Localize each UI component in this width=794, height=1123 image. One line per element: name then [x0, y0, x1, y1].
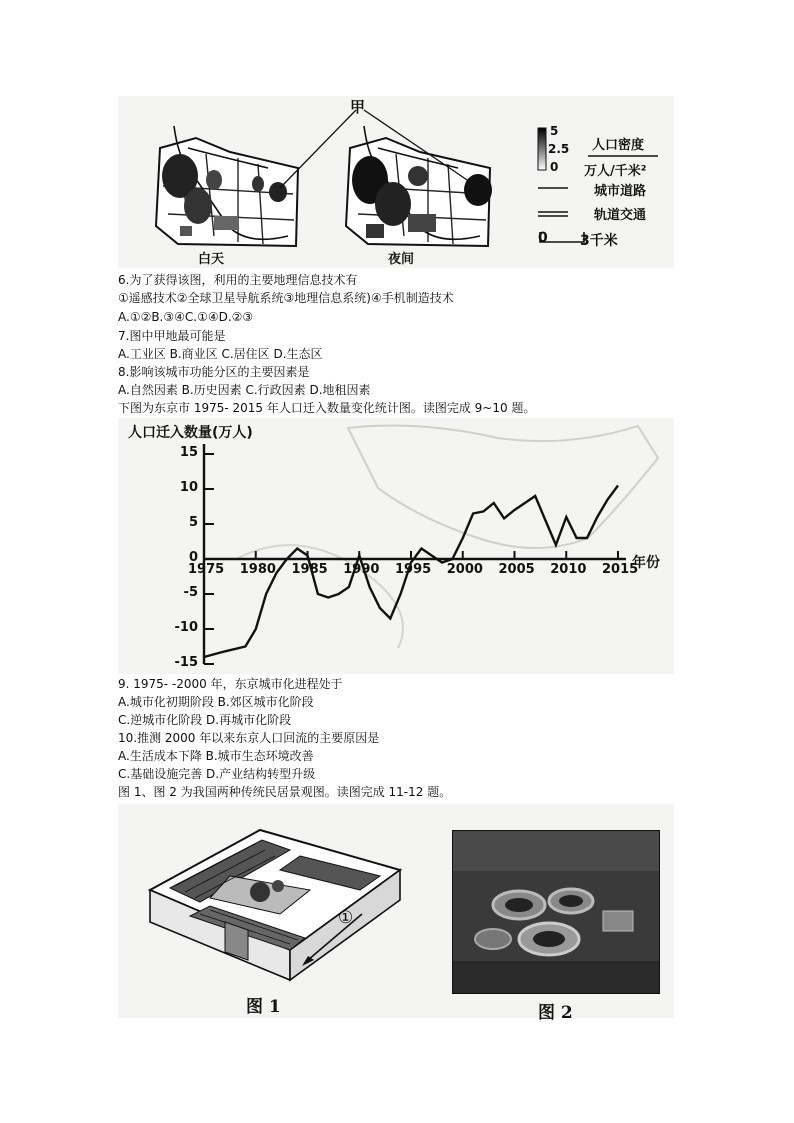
- question-9-options-2: C.逆城市化阶段 D.再城市化阶段: [118, 713, 292, 727]
- night-label: 夜间: [388, 252, 415, 267]
- density-title: 人口密度: [592, 138, 645, 153]
- x-tick-label: 1975: [188, 562, 225, 577]
- x-tick-label: 1980: [239, 562, 276, 577]
- y-tick-label: 10: [179, 480, 198, 495]
- x-axis-label: 年份: [632, 555, 660, 571]
- question-7: 7.图中甲地最可能是: [118, 329, 226, 343]
- day-label: 白天: [198, 252, 225, 267]
- scale-zero: 0: [538, 230, 548, 246]
- density-tick-5: 5: [550, 124, 559, 138]
- question-9: 9. 1975- -2000 年，东京城市化进程处于: [118, 677, 343, 691]
- y-axis-label: 人口迁入数量(万人): [128, 425, 253, 441]
- y-tick-label: -15: [174, 655, 198, 670]
- y-tick-label: -5: [183, 585, 198, 600]
- density-tick-2-5: 2.5: [548, 142, 570, 156]
- density-tick-0: 0: [550, 160, 559, 174]
- y-tick-label: -10: [174, 620, 198, 635]
- question-7-options: A.工业区 B.商业区 C.居住区 D.生态区: [118, 347, 323, 361]
- density-map-figure: [118, 96, 674, 268]
- question-9-options-1: A.城市化初期阶段 B.郊区城市化阶段: [118, 695, 314, 709]
- figure-2-caption: 图 2: [538, 1003, 573, 1023]
- marker-circled-1: ①: [338, 908, 354, 928]
- question-10-options-2: C.基础设施完善 D.产业结构转型升级: [118, 767, 316, 781]
- question-6: 6.为了获得该图，利用的主要地理信息技术有: [118, 273, 358, 287]
- scale-value: 3千米: [580, 233, 618, 249]
- night-map: [346, 126, 492, 246]
- tulou-photo: [452, 830, 660, 994]
- question-6-items: ①遥感技术②全球卫星导航系统③地理信息系统)④手机制造技术: [118, 291, 454, 305]
- legend-rail: 轨道交通: [594, 208, 647, 223]
- y-tick-label: 15: [179, 445, 198, 460]
- question-8-options: A.自然因素 B.历史因素 C.行政因素 D.地租因素: [118, 383, 371, 397]
- question-10: 10.推测 2000 年以来东京人口回流的主要原因是: [118, 731, 380, 745]
- migration-chart: [118, 418, 674, 674]
- x-tick-label: 1990: [343, 562, 380, 577]
- x-tick-label: 1995: [395, 562, 432, 577]
- callout-jia: 甲: [350, 98, 366, 116]
- question-10-options-1: A.生活成本下降 B.城市生态环境改善: [118, 749, 314, 763]
- intro-9-10: 下图为东京市 1975- 2015 年人口迁入数量变化统计图。读图完成 9~10 题。: [118, 401, 536, 415]
- day-map: [156, 126, 298, 246]
- x-tick-label: 1985: [291, 562, 328, 577]
- migration-chart-svg: [118, 418, 674, 674]
- y-tick-label: 0: [188, 550, 198, 565]
- legend-road: 城市道路: [594, 184, 647, 199]
- question-6-options: A.①②B.③④C.①④D.②③: [118, 310, 254, 324]
- y-tick-label: 5: [188, 515, 198, 530]
- tulou-photo-graphic: [453, 831, 659, 993]
- x-tick-label: 2015: [602, 562, 639, 577]
- x-tick-label: 2000: [446, 562, 483, 577]
- figure-1-caption: 图 1: [246, 997, 281, 1017]
- courtyard-house-drawing: [130, 810, 410, 990]
- house-figures: [118, 804, 674, 1023]
- question-8: 8.影响该城市功能分区的主要因素是: [118, 365, 310, 379]
- density-unit: 万人/千米²: [584, 164, 647, 179]
- x-tick-label: 2005: [498, 562, 535, 577]
- intro-11-12: 图 1、图 2 为我国两种传统民居景观图。读图完成 11-12 题。: [118, 785, 452, 799]
- x-tick-label: 2010: [550, 562, 587, 577]
